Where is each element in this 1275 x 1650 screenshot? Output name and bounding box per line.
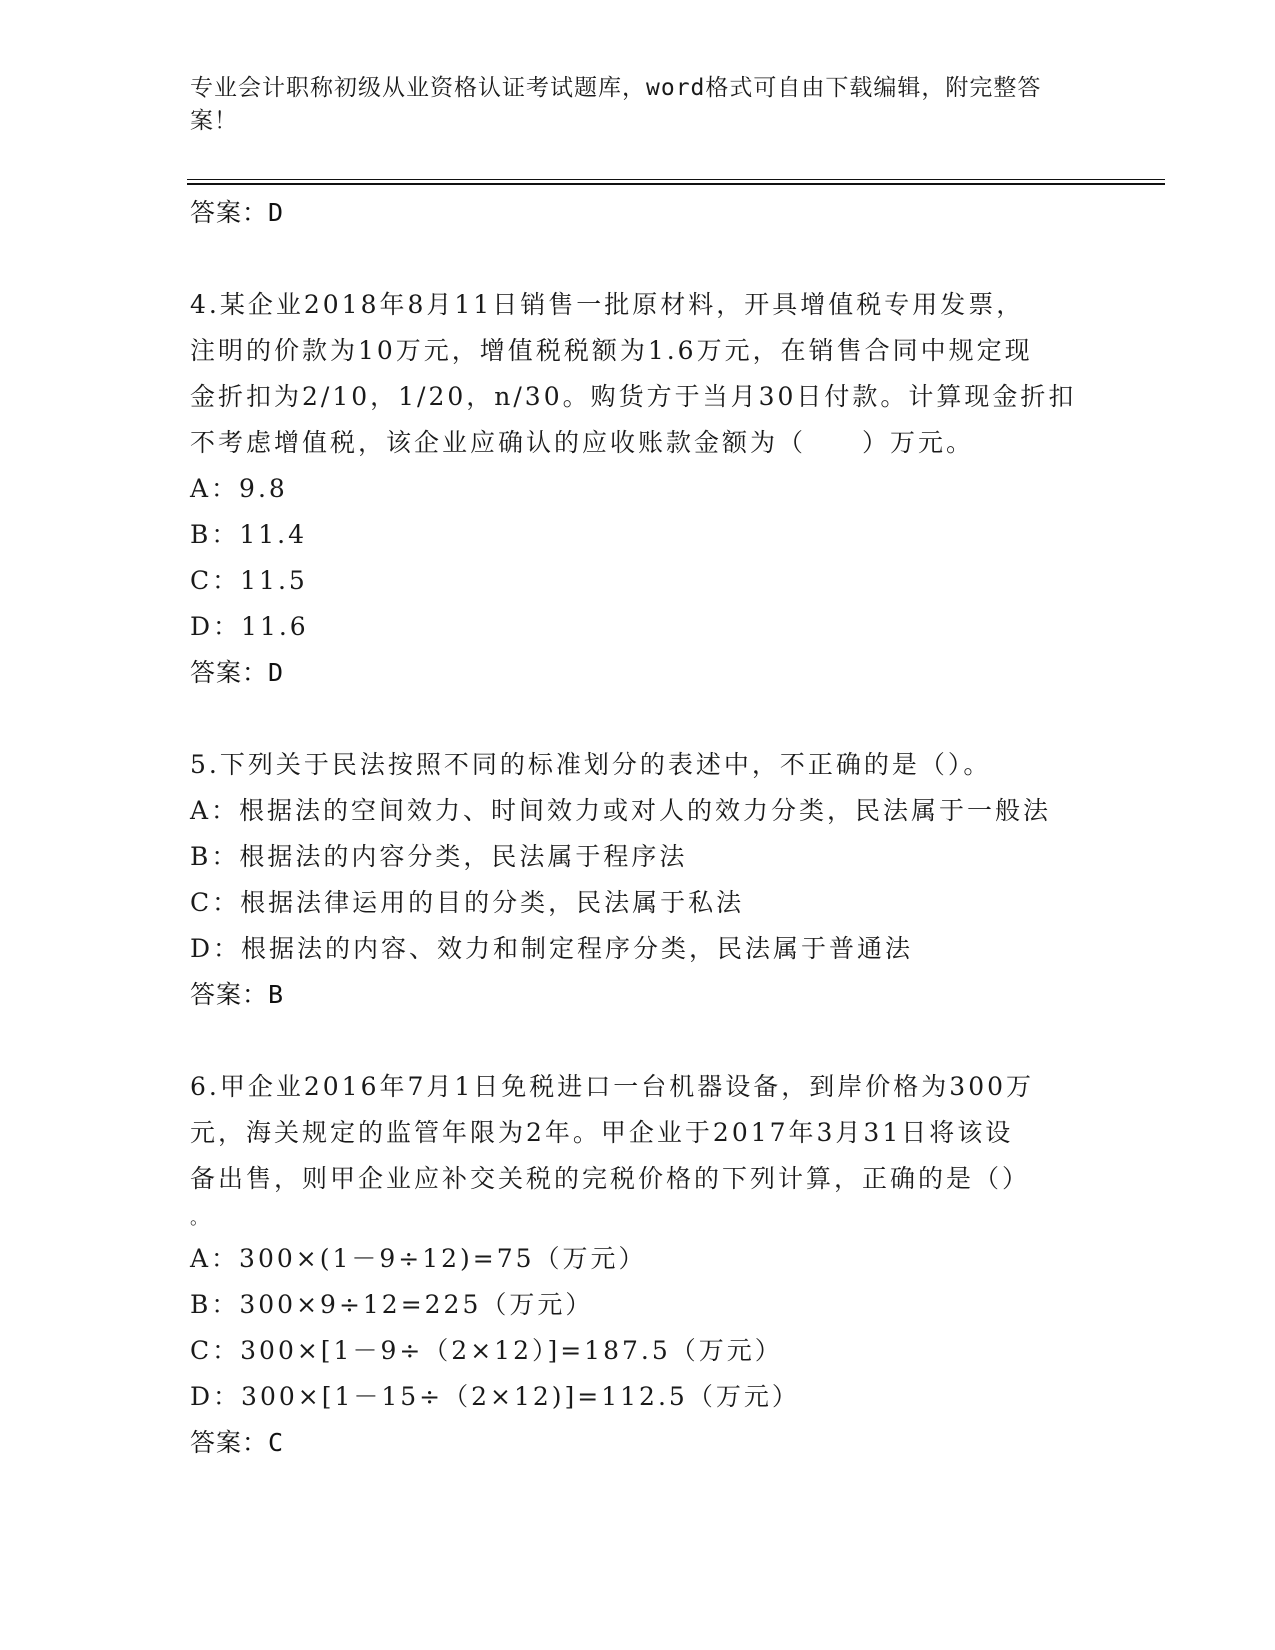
option-c: C：11.5 (190, 566, 308, 595)
page-header (190, 72, 1080, 138)
header-line-2: 案！ (190, 108, 238, 134)
answer: 答案：C (190, 1428, 285, 1457)
header-rule-thick (187, 183, 1165, 185)
header-rule-thin (187, 179, 1165, 180)
spacer (190, 696, 1090, 742)
question-text: 不考虑增值税，该企业应确认的应收账款金额为（ ）万元。 (190, 428, 975, 457)
spacer (190, 236, 1090, 282)
question-text: 5.下列关于民法按照不同的标准划分的表述中，不正确的是（）。 (190, 750, 992, 779)
question-text: 备出售，则甲企业应补交关税的完税价格的下列计算，正确的是（） (190, 1164, 1031, 1193)
question-text-tail: 。 (190, 1208, 208, 1229)
question-text: 6.甲企业2016年7月1日免税进口一台机器设备，到岸价格为300万 (190, 1072, 1035, 1101)
previous-answer: 答案：D (190, 198, 285, 227)
option-d: D：11.6 (190, 612, 309, 641)
header-line-1: 专业会计职称初级从业资格认证考试题库，word格式可自由下载编辑，附完整答 (190, 75, 1042, 101)
question-6 (190, 1064, 1090, 1466)
option-a: A：根据法的空间效力、时间效力或对人的效力分类，民法属于一般法 (190, 796, 1052, 825)
option-b: B：300×9÷12=225（万元） (190, 1290, 594, 1319)
option-d: D：根据法的内容、效力和制定程序分类，民法属于普通法 (190, 934, 914, 963)
spacer (190, 1018, 1090, 1064)
option-b: B：根据法的内容分类，民法属于程序法 (190, 842, 688, 871)
question-text: 金折扣为2/10，1/20，n/30。购货方于当月30日付款。计算现金折扣 (190, 382, 1077, 411)
question-text: 注明的价款为10万元，增值税税额为1.6万元，在销售合同中规定现 (190, 336, 1033, 365)
answer: 答案：D (190, 658, 285, 687)
question-5 (190, 742, 1090, 1018)
answer: 答案：B (190, 980, 285, 1009)
question-list (190, 190, 1090, 1466)
question-text: 元，海关规定的监管年限为2年。甲企业于2017年3月31日将该设 (190, 1118, 1014, 1147)
question-4 (190, 282, 1090, 696)
option-d: D：300×[1－15÷（2×12)]=112.5（万元） (190, 1382, 800, 1411)
option-b: B：11.4 (190, 520, 308, 549)
option-c: C：根据法律运用的目的分类，民法属于私法 (190, 888, 745, 917)
option-c: C：300×[1－9÷（2×12）]=187.5（万元） (190, 1336, 783, 1365)
option-a: A：300×(1－9÷12)=75（万元） (190, 1244, 647, 1273)
question-text: 4.某企业2018年8月11日销售一批原材料，开具增值税专用发票， (190, 290, 1025, 319)
option-a: A：9.8 (190, 474, 288, 503)
